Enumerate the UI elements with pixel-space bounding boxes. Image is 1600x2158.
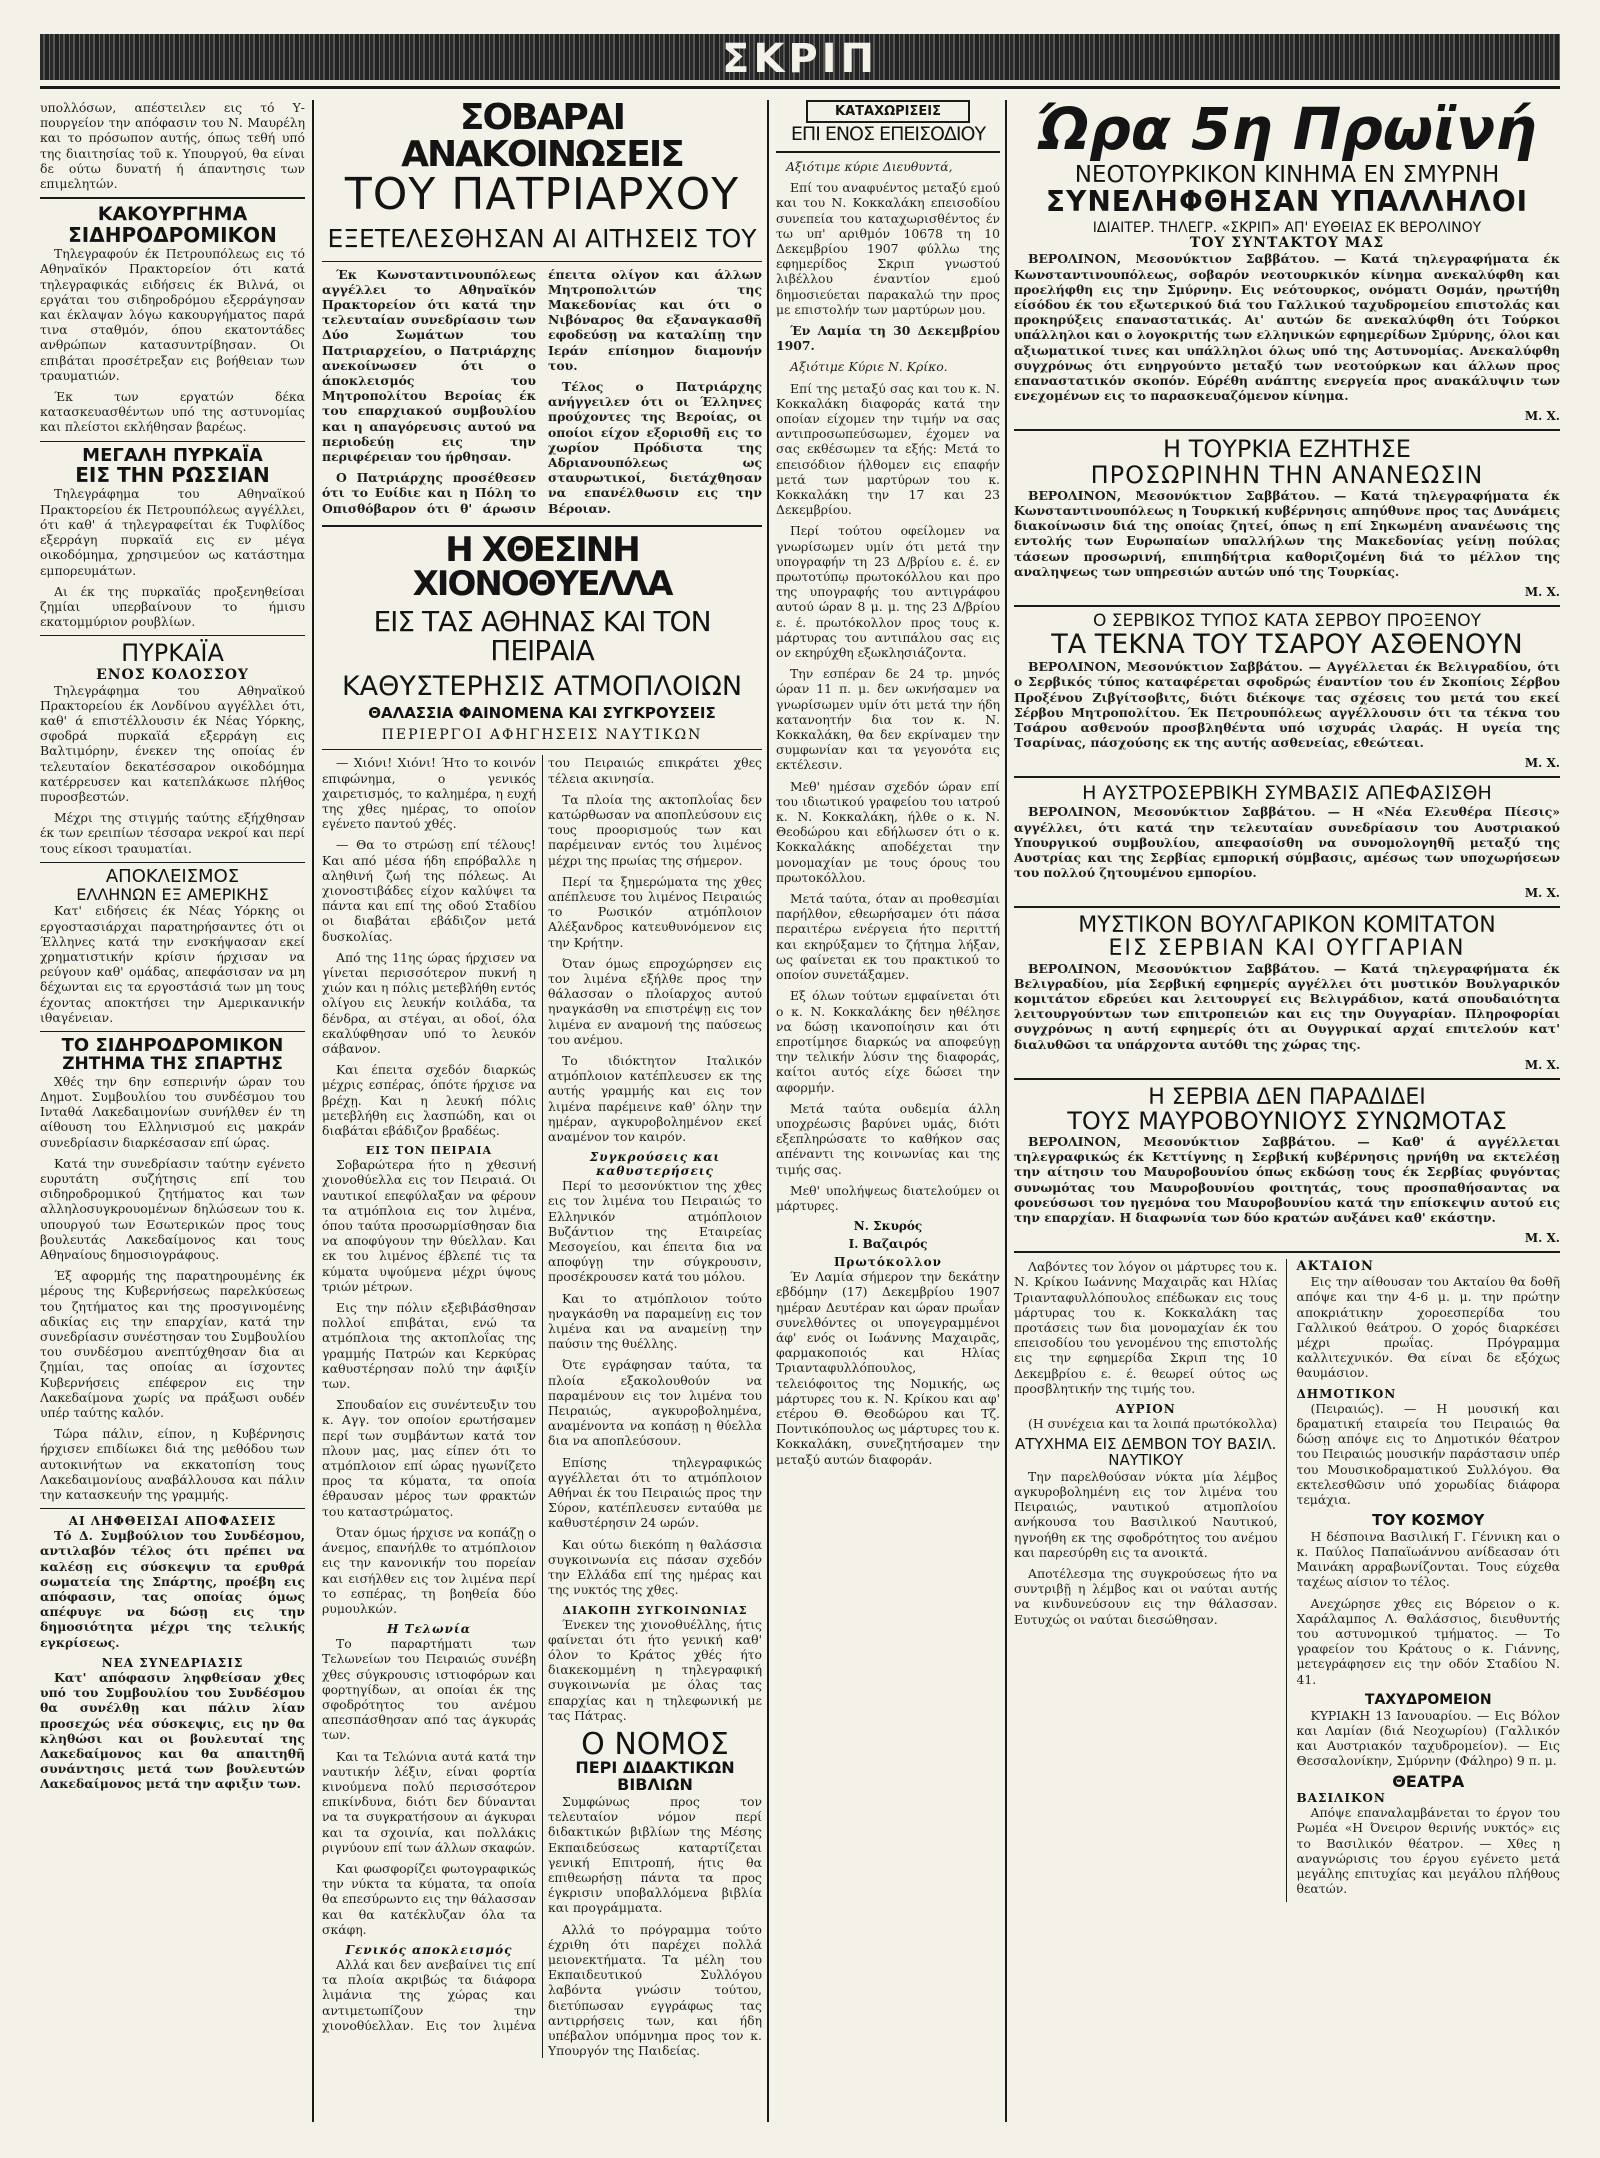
article-paragraph: Και φωσφορίζει φωτογραφικώς την νύκτα τα κύματα, τα οποία θα επεσύρωντο εις την θάλασσαν και θα κατέκλυζαν όλα τα σκάφη. <box>322 1860 536 1937</box>
article-subtitle: ΕΝΟΣ ΚΟΛΟΣΣΟΥ <box>96 666 249 683</box>
article-paragraph: Και έπειτα σχεδόν διαρκώς μέχρις εσπέρας, όπότε ήρχισε να βρέχῃ. Και η λευκή πόλις μετεβλήθη εις λασπώδη, και οι διαβάται εβάδιζον βραδέως. <box>322 1062 536 1139</box>
headline-law: Ο ΝΟΜΟΣ <box>581 1726 729 1762</box>
article-title: ΜΕΓΑΛΗ ΠΥΡΚΑΪΑ <box>82 444 263 466</box>
article-paragraph: Τηλεγραφούν έκ Πετρουπόλεως εις τό Αθηναϊκόν Πρακτορείον ότι κατά τηλεγραφικάς ειδήσεις έκ Βιλνά, οι εργάται του σιδηροδρόμου εξερράγησαν και έκλαψαν λόγω κακουργήματος παρά τινα σταθμόν, όπου εκατοντάδες ανθρώπων κατασυντρίβησαν. Οι επιβάται προσέτρεξαν εις βοήθειαν των τραυματιών. <box>40 246 305 383</box>
bottom-right-column <box>1297 1259 1561 1902</box>
headline-serbian-press: Ο ΣΕΡΒΙΚΟΣ ΤΥΠΟΣ ΚΑΤΑ ΣΕΡΒΟΥ ΠΡΟΞΕΝΟΥ <box>1092 611 1482 631</box>
headline-accident: ΑΤΥΧΗΜΑ ΕΙΣ ΔΕΜΒΟΝ ΤΟΥ ΒΑΣΙΛ. ΝΑΥΤΙΚΟΥ <box>1015 1435 1277 1470</box>
article-paragraph: Τηλεγράφημα του Αθηναϊκού Πρακτορείου έκ Λονδίνου αγγέλλει ότι, καθ' ά επιστέλλουσιν έκ Νέας Υόρκης, σφοδρά πυρκαϊά εξερράγη εις Βαλτιμόρην, ένεκεν της οποίας έν τελευταίον δεκατέσσαρον οικοδόμημα κατέρρευσεν και κατεπλάκωσε πλήθος πυροσβεστών. <box>40 682 305 804</box>
article-paragraph: Έκ των εργατών δέκα κατασκευασθέντων υπό της αστυνομίας και πλείστοι εκλήθησαν βαρέως. <box>40 388 305 435</box>
telegram-paragraph: ΒΕΡΟΛΙΝΟΝ, Μεσονύκτιον Σαββάτου. — Καθ' ά αγγέλλεται τηλεγραφικώς έκ Κεττίγνης η Σερβική κυβέρνησις ηρνήθη να εκτελέσῃ την αίτησιν του Μαυροβουνίου όπως εκδώσῃ τους έκ Σερβίας φυγόντας συνωμότας του Μαυροβουνίου φοιτητάς, τους προσπαθήσαντας να φονεύσωσι τον ηγεμόνα του Μαυροβουνίου κατά την επίσκεψιν αυτού εις την επαρχίαν. Η διαφωνία των δύο κρατών αυξάνει καθ' εκάστην. <box>1014 1134 1560 1226</box>
article-paragraph: (Η συνέχεια και τα λοιπά πρωτόκολλα) <box>1028 1416 1278 1432</box>
article-paragraph: Εις την αίθουσαν του Ακταίου θα δοθῆ απόψε και την 4-6 μ. μ. την πρώτην αποκριάτικην χοροεσπερίδα του Γαλλικού θεάτρου. Ο χορός διαρκέσει μέχρι πρωΐας. Πρόγραμμα καλλιτεχνικόν. Θα είναι δε εξόχως θαυμάσιον. <box>1296 1274 1560 1381</box>
article-paragraph: Εις την πόλιν εξεβιβάσθησαν πολλοί επιβάται, ενώ τα ατμόπλοια της ακτοπλοΐας της γραμμής Πατρών και Κερκύρας καθυστέρησαν πολύ την άφιξίν των. <box>322 1300 536 1392</box>
article-subtitle: ΣΙΔΗΡΟΔΡΟΜΙΚΟΝ <box>68 223 277 248</box>
telegram-paragraph: ΒΕΡΟΛΙΝΟΝ, Μεσονύκτιον Σαββάτου. — Κατά τηλεγραφήματα έκ Κωνσταντινουπόλεως η Τουρκική κυβέρνησις απηύθυνε προς τας Δυνάμεις διακοίνωσιν διά της οποίας ζητεί, όπως η επί Σηκωμένη ανανέωσις της εντολής των Ευρωπαίων υπαλλήλων της Μακεδονίας γείνῃ πούλας τάσεων προσωρινή, επιπηδήτρια καθοριζομένη διά το μέλλον της αναληψεως των υπηρεσιών αυτών υπό της Τουρκίας. <box>1014 487 1560 579</box>
bottom-section <box>1014 1259 1560 1902</box>
article-paragraph: ΚΥΡΙΑΚΗ 13 Ιανουαρίου. — Εις Βόλον και Λαμίαν (διά Νεοχωρίου) (Γαλλικόν και Αυστριακόν ταχυδρομείον). — Εις Θεσσαλονίκην, Σμύρνην (Φάληρο) 9 π. μ. <box>1296 1707 1560 1769</box>
article-paragraph: Ανεχώρησε χθες εις Βόρειον ο κ. Χαράλαμπος Λ. Θαλάσσιος, διευθυντής του αστυνομικού τμήματος. — Το γραφείον του Κράτους ο κ. Γιάννης, μετεγράφησεν εις την οδόν Σταδίου Ν. 41. <box>1296 1595 1560 1687</box>
article-subheading: Η Τελωνία <box>387 1622 471 1637</box>
salutation: Αξιότιμε Κύριε Ν. Κρίκο. <box>790 359 948 375</box>
article-paragraph: Τώρα πάλιν, είπον, η Κυβέρνησις ήρχισεν επιδίωκει διά της μεθόδου των αυτοκινήτων να εκκατοπίση τους Λακεδαιμονίους αναβάλλουσα και πάλιν την κατασκευήν της γραμμής. <box>40 1426 305 1503</box>
article-paragraph: Περί το μεσονύκτιον της χθες εις τον λιμένα του Πειραιώς το Ελληνικόν ατμόπλοιον Βυζάντιον της Εταιρείας Μεσογείου, και έπειτα δια να αποφύγῃ την σύγκρουσιν, προσέκρουσεν κατά του μόλου. <box>548 1178 762 1285</box>
article-paragraph: Εξ όλων τούτων εμφαίνεται ότι ο κ. Ν. Κοκκαλάκης δεν ηθέλησε να δώσῃ ικανοποίησιν και ότι επροτίμησε διαρκώς να αποφεύγῃ την τελικήν λύσιν της διαφοράς, καίτοι αυτός είχε δώσει την αφορμήν. <box>776 988 1000 1095</box>
signature: Μ. Χ. <box>1524 886 1560 901</box>
article-paragraph: Από της 11ης ώρας ήρχισεν να γίνεται περισσότερον πυκνή η χιών και η πόλις μετεβλήθη εντός ολίγου εις λευκήν κοιλάδα, τα δένδρα, αι στέγαι, αι οδοί, όλα εκαλύφθησαν υπό το λευκόν σάβανον. <box>322 949 536 1056</box>
article-title: ΠΥΡΚΑΪΑ <box>121 639 224 668</box>
subheadline-law: ΠΕΡΙ ΔΙΔΑΚΤΙΚΩΝ ΒΙΒΛΙΩΝ <box>575 1758 735 1795</box>
article-paragraph: Τέλος ο Πατριάρχης ανήγγειλεν ότι οι Έλληνες προύχοντες της Βεροίας, οι οποίοι είχον εξορισθῆ εις το χωρίον Πρόδιστα της Αδριανουπόλεως ως σταυρωτικοί, διετάχθησαν να επανέλθωσιν εις την Βέροιαν. <box>548 378 762 516</box>
article-paragraph: Επίσης τηλεγραφικώς αγγέλλεται ότι το ατμόπλοιον Αθήναι έκ του Πειραιώς προς την Σύρον, κατέπλευσεν ενταύθα με καθυστέρησιν 24 ωρών. <box>548 1454 762 1531</box>
subheadline-stories: ΠΕΡΙΕΡΓΟΙ ΑΦΗΓΗΣΕΙΣ ΝΑΥΤΙΚΩΝ <box>381 727 703 744</box>
headline-snowstorm-2: ΕΙΣ ΤΑΣ ΑΘΗΝΑΣ ΚΑΙ ΤΟΝ ΠΕΙΡΑΙΑ <box>373 605 711 667</box>
column-separator <box>312 100 314 2122</box>
article-subtitle: ΕΛΛΗΝΩΝ ΕΞ ΑΜΕΡΙΚΗΣ <box>76 884 269 904</box>
article-paragraph: Σπουδαίον εις συνέντευξιν του κ. Αγγ. τον οποίον ερωτήσαμεν περί των συμβάντων κατά τον πλουν μας, μας είπεν ότι το ατμόπλοιον επί ώρας ηγωνίζετο προς τα κύματα, τα οποία έθραυσαν μέρος των φρακτών του καταστρώματος. <box>322 1397 536 1519</box>
article-paragraph: Περί τούτου οφείλομεν να γνωρίσωμεν υμίν ότι μετά την υπογραφήν τη 23 Δ/βρίου ε. έ. εν πρωτοτύπῳ πρωτοκόλλου και προ της υπογραφής του αντιγράφου αυτού ώραν 8 μ. μ. της 23 Δ/βρίου ε. έ. πρωτόκολλον προς τους κ. μάρτυρας του αντιπάλου σας εις ον εκηρύχθη εξωκλησιάζοντα. <box>776 523 1000 661</box>
article-title: ΚΑΚΟΥΡΓΗΜΑ <box>97 203 248 226</box>
headline-austroserbian: Η ΑΥΣΤΡΟΣΕΡΒΙΚΗ ΣΥΜΒΑΣΙΣ ΑΠΕΦΑΣΙΣΘΗ <box>1082 782 1492 805</box>
article-paragraph: Και ούτω διεκόπη η θαλάσσια συγκοινωνία εις πάσαν σχεδόν την Ελλάδα επί της ημέρας και της νυκτός της χθες. <box>548 1536 762 1598</box>
article-paragraph: Κατά την συνεδρίασιν ταύτην εγένετο ευρυτάτη συζήτησις επί του σιδηροδρομικού ζητήματος και των αλληλοσυγκρουομένων δηλώσεων του κ. υπουργού των Εσωτερικών προς τους βουλευτάς Λακεδαίμονος και τους Αθηναίους δημοσιογράφους. <box>40 1155 305 1263</box>
article-subheading: Γενικός αποκλεισμός <box>345 1942 513 1957</box>
signature: Μ. Χ. <box>1524 585 1560 599</box>
article-paragraph: — Θα το στρώσῃ επί τέλους! Και από μέσα ήδη επρόβαλλε η αληθινή ζωή της πόλεως. Αι χιονοστιβάδες είχον καλύψει τα πάντα και επί της οδού Σταδίου οι διαβάται εβάδιζον μετά δυσκολίας. <box>322 837 536 944</box>
article-subheading: ΝΕΑ ΣΥΝΕΔΡΙΑΣΙΣ <box>101 1655 244 1670</box>
article-paragraph: Και το ατμόπλοιον τούτο ηναγκάσθη να παραμείνῃ εις τον λιμένα και να αναμείνῃ την παύσιν της θυέλλης. <box>548 1290 762 1352</box>
signature: Ν. Σκυρός <box>853 1219 923 1234</box>
article-paragraph: Λαβόντες τον λόγον οι μάρτυρες του κ. Ν. Κρίκου Ιωάννης Μαχαιρᾶς και Ηλίας Τριανταφυλλόπουλος επέδωκαν εις τους μάρτυρας του κ. Κοκκαλάκη τας προτάσεις των δια μονομαχίαν έκ του επεισοδίου του γενομένου της επιστολής εις την εφημερίδα Σκριπ της 10 Δεκεμβρίου ε. έ. θεωρεί ούτος ως προσβλητικήν της τιμής του. <box>1014 1259 1278 1396</box>
article-paragraph: Έξ αφορμής της παρατηρουμένης έκ μέρους της Κυβερνήσεως παρελκύσεως του ζητήματος και της προσγινομένης αδικίας εις την επαρχίαν, κατά την συνεδρίασιν συνέστησαν του Συμβουλίου του συνδέσμου ανεπτύχθησαν δια αι ζημίαι, τας οποίας αι ίσχοντες Κυβερνήσεις επέφερον εις την Λακεδαίμονα χωρίς να πράξωσι ουδέν υπέρ ταύτης καλόν. <box>40 1268 305 1421</box>
article-paragraph: Επί της μεταξύ σας και του κ. Ν. Κοκκαλάκη διαφοράς κατά την οποίαν είχομεν την τιμήν να σας αντιπροσωπεύσωμεν, έχομεν να σας εκθέσωμεν τα εξής: Μετά το επεισόδιον ήλθομεν εις επαφήν μετά των μαρτύρων του κ. Κοκκαλάκη την 17 και 23 Δεκεμβρίου. <box>776 380 1000 518</box>
article-paragraph: Την εσπέραν δε 24 τρ. μηνός ώραν 11 π. μ. δεν ωκνήσαμεν να γνωρίσωμεν υμίν ότι μετά την ήδη κατανοητήν δια τον κ. Ν. Κοκκαλάκη, θα δεν εκρίναμεν την συμφωνίαν και τα γεγονότα εις εκτέλεσιν. <box>776 666 1000 773</box>
article-paragraph: Μεθ' ημέσαν σχεδόν ώραν επί του ιδιωτικού γραφείου του ιατρού κ. Ν. Κοκκαλάκη, ήλθε ο κ. Ν. Θεοδώρου και εδήλωσεν ότι ο κ. Κοκκαλάκης αποδέχεται την μονομαχίαν με τους όρους του πρωτοκόλλου. <box>776 778 1000 885</box>
section-heading: ΤΑΧΥΔΡΟΜΕΙΟΝ <box>1364 1691 1492 1708</box>
section-heading: ΑΚΤΑΙΟΝ <box>1296 1259 1374 1275</box>
article-subheading: ΔΙΑΚΟΠΗ ΣΥΓΚΟΙΝΩΝΙΑΣ <box>562 1603 748 1617</box>
signature: Μ. Χ. <box>1524 756 1560 771</box>
signature: Μ. Χ. <box>1524 1231 1560 1246</box>
article-title: ΑΠΟΚΛΕΙΣΜΟΣ <box>105 865 240 887</box>
article-paragraph: Όταν όμως επροχώρησεν εις τον λιμένα εξήλθε προς την θάλασσαν ο πλοίαρχος αυτού ηναγκάσθη να επιστρέψῃ εις τον λιμένα εν αναμονή της παύσεως του ανέμου. <box>548 955 762 1047</box>
letter-place-date: Έν Λαμία τη 30 Δεκεμβρίου 1907. <box>776 322 1000 354</box>
headline-5am: Ώρα 5η Πρωϊνή <box>1037 100 1537 163</box>
article-paragraph: Έν Λαμία σήμερον την δεκάτην εβδόμην (17) Δεκεμβρίου 1907 ημέραν Δευτέραν και ώραν πρωΐαν συνελθόντες οι υπογεγραμμένοι άφ' ενός οι Ιωάννης Μαχαιρᾶς, φαρμακοποιός και Ηλίας Τριανταφυλλόπουλος, τελειόφοιτος της Νομικής, ως μάρτυρες του κ. Ν. Κρίκου και αφ' ετέρου Θ. Θεοδώρου και Τζ. Ποντικόπουλος ως μάρτυρες του κ. Κοκκαλάκη, συνεζητήσαμεν την μεταξύ αυτών διαφοράν. <box>776 1269 1000 1467</box>
headline-tsar-children: ΤΑ ΤΕΚΝΑ ΤΟΥ ΤΣΑΡΟΥ ΑΣΘΕΝΟΥΝ <box>1051 628 1523 660</box>
article-paragraph: Το ιδιόκτητον Ιταλικόν ατμόπλοιον κατέπλευσεν εκ της αυτής γραμμής και εις τον λιμένα παρέμεινε καθ' όλην την ημέραν, αγκυροβολημένον εκεί αναμένον τον καιρόν. <box>548 1053 762 1145</box>
masthead-rule <box>40 86 1560 89</box>
headline-patriarch: ΣΟΒΑΡΑΙ ΑΝΑΚΟΙΝΩΣΕΙΣ <box>401 100 683 175</box>
article-paragraph: Απόψε επαναλαμβάνεται το έργον του Ρωμέα «Η Όνειρον θερινής νυκτός» εις το Βασιλικόν θέατρον. — Χθες η αναγνώρισις του έργου εγένετο μετά μεγάλης επιτυχίας και μεγάλου πλήθους θεατών. <box>1296 1805 1560 1897</box>
telegram-line: ΙΔΙΑΙΤΕΡ. ΤΗΛΕΓΡ. «ΣΚΡΙΠ» ΑΠ' ΕΥΘΕΙΑΣ ΕΚ ΒΕΡΟΛΙΝΟΥ <box>1092 219 1482 236</box>
article-paragraph: Ο Πατριάρχης προσέθεσεν ότι το Ευίδιε και η Πόλη το Οπισθόβαρον ότι θ' άρωσιν έπειτα ολίγον και άλλων Μητροπολιτών της Μακεδονίας και ότι ο Νιβόναρος θα εξαναγκασθῆ εφοδεύσῃ να καταλίπῃ την Ιεράν επίσημον διαμονήν του. <box>322 266 762 516</box>
headline-patriarch-2: ΤΟΥ ΠΑΤΡΙΑΡΧΟΥ <box>344 169 740 221</box>
article-paragraph: Σοβαρώτερα ήτο η χθεσινή χιονοθύελλα εις τον Πειραιά. Οι ναυτικοί επεφύλαξαν να φέρουν τα ατμόπλοια εις τον λιμένα, όπου ταύτα προσωρμίσθησαν δια να αποφύγουν την θύελλαν. Και εκ του λιμένος έβλεπέ τις τα κύματα υψούμενα μέχρι ύψους τριών μέτρων. <box>322 1157 536 1294</box>
signature: Μ. Χ. <box>1524 409 1560 424</box>
article-paragraph: Κατ' απόφασιν ληφθείσαν χθες υπό του Συμβουλίου του Συνδέσμου θα συνέλθῃ και πάλιν λίαν προσεχώς νέα σύσκεψις, εις ην θα κληθώσι και οι βουλευταί της Λακεδαίμονος και θα απαιτηθῆ συνάντησις μετά των βουλευτών Λακεδαίμονος μετά την αφιξιν των. <box>40 1669 305 1792</box>
article-paragraph: Ότε εγράφησαν ταύτα, τα πλοία εξακολουθούν να παραμένουν εις τον λιμένα του Πειραιώς, αγκυροβολημένα, αναμένοντα να κοπάσῃ η θύελλα δια να αποπλεύσουν. <box>548 1357 762 1449</box>
article-paragraph: Μεθ' υπολήψεως διατελούμεν οι μάρτυρες. <box>776 1182 1000 1213</box>
article-paragraph: Την παρελθούσαν νύκτα μία λέμβος αγκυροβολημένη εις τον λιμένα του Πειραιώς, ναυτικού ατμοπλοίου ανήκουσα του Βασιλικού Ναυτικού, ηγνοήθη εκ της σφοδρότητος του ανέμου και παρεσύρθη εις τα ανοικτά. <box>1014 1468 1278 1560</box>
signature: Μ. Χ. <box>1524 1057 1560 1072</box>
article-paragraph: Και τα Τελώνια αυτά κατά την ναυτικήν λέξιν, είναι φορτία κινούμενα πολύ περισσότερον επικίνδυνα, διότι δεν δύνανται να τα συγκρατήσουν αι άγκυραι και τα σχοινία, και πολλάκις ριγνύουν επί των άλλων σκαφών. <box>322 1748 536 1855</box>
article-paragraph: Τό Δ. Συμβούλιον του Συνδέσμου, αντιλαβόν τέλος ότι πρέπει να καλέσῃ εις σύσκεψιν τα ερυθρά σωματεία της Σπάρτης, προέβη εις απόφασιν, τας οποίας όμως απέφυγε να δώσῃ εις την δημοσιότητα μέχρι της τελικής εγκρίσεως. <box>40 1528 305 1650</box>
telegram-paragraph: ΒΕΡΟΛΙΝΟΝ, Μεσονύκτιον Σαββάτου. — Αγγέλλεται έκ Βελιγραδίου, ότι ο Σερβικός τύπος καταφέρεται σφοδρώς έναντίον του έν Σκοπίοις Σέρβου Προξένου Ζιβγίτσοβιτς, διότι διέκοψε τας σχέσεις του μετά του εκεί Σέρβου Μητροπολίτου. Έκ Πετρουπόλεως αγγέλλουσιν ότι τα τέκνα του Τσάρου ασθενούν προσβληθέντα υπό ισχυράς ιλαράς. Η υγεία της Τσαρίνας, πάσχούσης εκ της αυτής ασθενείας, εθεώτεαι. <box>1014 659 1560 751</box>
lead-paragraph: υπολλόσων, απέστειλεν εις τό Υ-πουργείον την απόφασιν του Ν. Μαυρέλη και το πρόσωπον αυτής, όπως τεθή υπό της διαιτησίας τοῦ κ. Υπουργού, θα είναι δε ούτω δυνατή ή άπαντησις των επιμελητών. <box>40 100 305 192</box>
article-paragraph: Τα πλοία της ακτοπλοΐας δεν κατώρθωσαν να αποπλεύσουν εις τους προορισμούς των και παρέμειναν εντός του λιμένος μέχρι της πρωίας της σήμερον. <box>548 791 762 868</box>
section-heading: ΔΗΜΟΤΙΚΟΝ <box>1296 1386 1397 1401</box>
article-paragraph: Έκ Κωνσταντινουπόλεως αγγέλλει το Αθηναϊκόν Πρακτορείον ότι κατά την τελευταίαν συνεδρίασιν των Δύο Σωμάτων του Πατριαρχείου, ο Πατριάρχης ανεκοίνωσεν ότι ο άποκλεισμός του Μητροπολίτου Βεροίας έκ του επαρχιακού συμβουλίου και η απαγόρευσις αυτού να περιοδεύῃ εις την περιφέρειαν του ήρθησαν. <box>322 266 536 464</box>
headline-smyrna: ΝΕΟΤΟΥΡΚΙΚΟΝ ΚΙΝΗΜΑ ΕΝ ΣΜΥΡΝΗ <box>1074 162 1500 189</box>
headline-bulgarian-committee: ΜΥΣΤΙΚΟΝ ΒΟΥΛΓΑΡΙΚΟΝ ΚΟΜΙΤΑΤΟΝ <box>1078 913 1496 939</box>
article-subtitle: ΕΙΣ ΤΗΝ ΡΩΣΣΙΑΝ <box>75 463 270 488</box>
section-heading: ΒΑΣΙΛΙΚΟΝ <box>1296 1791 1386 1806</box>
newspaper-title: ΣΚΡΙΠ <box>722 36 878 82</box>
article-paragraph: Μέχρι της στιγμής ταύτης εξήχθησαν έκ των ερειπίων τέσσαρα νεκροί και περί τους είκοσι τραυματίαι. <box>40 810 305 856</box>
article-paragraph: Όταν όμως ήρχισε να κοπάζῃ ο άνεμος, επανήλθε το ατμόπλοιον εις την κανονικήν του πορείαν και εισήλθεν εις τον λιμένα περί το εσπέρας, τη βοηθεία δύο ρυμουλκών. <box>322 1524 536 1616</box>
headline-episode: ΕΠΙ ΕΝΟΣ ΕΠΕΙΣΟΔΙΟΥ <box>790 123 986 145</box>
article-paragraph: Αλλά και δεν ανεβαίνει τις επί τα πλοία ακριβώς τα διάφορα λιμάνια της χώρας και αντιμετωπίζουν την χιονοθύελλαν. Εις τον λιμένα του Πειραιώς επικράτει χθες τέλεια ακινησία. <box>322 755 762 2033</box>
article-paragraph: Τηλεγράφημα του Αθηναϊκού Πρακτορείου έκ Πετρουπόλεως αγγέλλει, ότι καθ' ά τηλεγραφείται έκ Τυφλίδος εξερράγη πυρκαϊά εις εν μέγα οικοδόμημα, χρησιμεύον ως κατάστημα εμπορευμάτων. <box>40 486 305 578</box>
article-paragraph: Αι έκ της πυρκαϊάς προξενηθείσαι ζημίαι υπερβαίνουν το ήμισυ εκατομμύριον ρουβλίων. <box>40 583 305 630</box>
column-3 <box>776 100 1000 2122</box>
article-title: ΤΟ ΣΙΔΗΡΟΔΡΟΜΙΚΟΝ <box>61 1035 284 1057</box>
correspondent-line: ΤΟΥ ΣΥΝΤΑΚΤΟΥ ΜΑΣ <box>1189 235 1385 252</box>
article-paragraph: Περί τα ξημερώματα της χθες απέπλευσε του λιμένος Πειραιώς το Ρωσικόν ατμόπλοιον Αλέξανδρος κατευθυνόμενον εις την Κρήτην. <box>548 873 762 950</box>
article-subheading: ΕΙΣ ΤΟΝ ΠΕΙΡΑΙΑ <box>365 1144 493 1158</box>
article-subheading: Συγκρούσεις και καθυστερήσεις <box>589 1150 721 1179</box>
article-paragraph: — Χιόνι! Χιόνι! Ήτο το κοινόν επιφώνημα, ο γενικός χαιρετισμός, το καλημέρα, η ευχή της χθες ημέρας, το οποίον εγένετο παντού χθές. <box>322 755 536 832</box>
article-paragraph: Η δέσποινα Βασιλική Γ. Γέννικη και ο κ. Παύλος Παπαϊωάννου ανίδεασαν ότι Μαινάκη αρραβωνίζονται. Τους εύχεθα ταχέως αίσιον το τέλος. <box>1296 1528 1560 1590</box>
headline-arrested: ΣΥΝΕΛΗΦΘΗΣΑΝ ΥΠΑΛΛΗΛΟΙ <box>1045 185 1529 219</box>
bottom-left-column <box>1014 1259 1287 1902</box>
subheadline-sea: ΘΑΛΑΣΣΙΑ ΦΑΙΝΟΜΕΝΑ ΚΑΙ ΣΥΓΚΡΟΥΣΕΙΣ <box>368 703 716 722</box>
article-paragraph: Συμφώνως προς τον τελευταίον νόμον περί διδακτικών βιβλίων της Μέσης Εκπαιδεύσεως καταρτίζεται γενική Επιτροπή, ήτις θα επιθεωρήσῃ πάντα τα προς έγκρισιν υποβαλλόμενα βιβλία και προγράμματα. <box>548 1794 762 1916</box>
column-4 <box>1014 100 1560 2122</box>
column-2 <box>322 100 762 2122</box>
section-heading: ΤΟΥ ΚΟΣΜΟΥ <box>1372 1511 1485 1530</box>
telegram-paragraph: ΒΕΡΟΛΙΝΟΝ, Μεσονύκτιον Σαββάτου. — Κατά τηλεγραφήματα έκ Βελιγραδίου, μία Σερβική εφημερίς αγγέλλει ότι μυστικόν Βουλγαρικόν κομιτάτον εδρεύει και λειτουργεί εις Βελιγράδιον, κατά σπουδαιότητα λειτουργούντων των επιτροπειών και εις την Ουγγαρίαν. Πληροφορίαι συγχρόνως η αυτή εφημερίς ότι αι Ουγγρικαί αρχαί επιτελούν κατ' διαλυθῶσι τα υπάρχοντα αυτόθι της χώρας της. <box>1014 960 1560 1052</box>
article-paragraph: Επί του αναφυέντος μεταξύ εμού και του Ν. Κοκκαλάκη επεισοδίου συνεπεία του καταχωρισθέντος έν τω υπ' αριθμόν 10678 τη 10 Δεκεμβρίου 1907 φύλλω της εφημερίδος Σκριπ γνωστού λιβέλλου έναντίον εμού δημοσιεύεται παρακαλώ την προς με επιστολήν των μαρτύρων μου. <box>776 180 1000 317</box>
article-subheading: ΑΥΡΙΟΝ <box>1115 1402 1176 1417</box>
article-paragraph: Κατ' ειδήσεις έκ Νέας Υόρκης οι εργοστασιάρχαι παρατηρήσαντες ότι οι Έλληνες κατά την ενσκήψασαν εκεί χρηματιστικήν κρίσιν ήρχισαν να ρεύγουν καθ' ομάδας, απεφάσισαν να μη δέχωνται εις τα εργοστάσιά των μη τους έχοντας αποκτήσει την Αμερικανικήν ιθαγένειαν. <box>40 903 305 1025</box>
article-paragraph: Μετά ταύτα, όταν αι προθεσμίαι παρήλθον, εθεωρήσαμεν ότι πάσα περαιτέρω ενέργεια ήτο περιττή και εκηρύξαμεν το ζήτημα λήξαν, ως φαίνεται εκ του πρακτικού το οποίον συνετάξαμεν. <box>776 891 1000 983</box>
column-separator <box>1005 100 1007 2122</box>
salutation: Αξιότιμε κύριε Διευθυντά, <box>786 158 953 174</box>
column-separator <box>767 100 769 2122</box>
article-paragraph: Χθές την 6ην εσπερινήν ώραν του Δημοτ. Συμβουλίου του συνδέσμου του Ινταθά Λακεδαιμονίων συνήλθεν έν τη αίθουση του Ελληνισμού εις μακράν συνεδρίασιν διαρκέσασαν επί ώρας. <box>40 1073 305 1150</box>
article-paragraph: Ένεκεν της χιονοθυέλλης, ήτις φαίνεται ότι ήτο γενική καθ' όλον το Κράτος χθές ήτο διακεκομμένη η τηλεγραφική συγκοινωνία με όλας τας επαρχίας και η τηλεφωνική με τας Πάτρας. <box>548 1616 762 1723</box>
section-tag: ΚΑΤΑΧΩΡΙΣΕΙΣ <box>806 100 970 123</box>
signature: Ι. Βαζαιρός <box>848 1237 928 1252</box>
subheadline-patriarch: ΕΞΕΤΕΛΕΣΘΗΣΑΝ ΑΙ ΑΙΤΗΣΕΙΣ ΤΟΥ <box>327 224 757 254</box>
headline-bulgarian-committee-2: ΕΙΣ ΣΕΡΒΙΑΝ ΚΑΙ ΟΥΓΓΑΡΙΑΝ <box>1108 936 1466 962</box>
telegram-paragraph: ΒΕΡΟΛΙΝΟΝ, Μεσονύκτιον Σαββάτου. — Η «Νέα Ελευθέρα Πίεσις» αγγέλλει, ότι κατά την τελευταίαν συνεδρίασιν του Αυστριακού Υπουργικού συμβουλίου, απεφασίσθη να συνομολογηθῆ μεταξύ της Αυστρίας και της Σερβίας εμπορική σύμβασις, αμέσως των υποχωρήσεων του πολλού ζητουμένου εμπορίου. <box>1014 804 1560 881</box>
section-heading: ΘΕΑΤΡΑ <box>1392 1772 1465 1792</box>
article-paragraph: Το παραρτήματι των Τελωνείων του Πειραιώς συνέβη χθες σύγκρουσις ιστιοφόρων και φορτηγίδων, αι οποίαι έκ της σφοδρότητος του ανέμου απεσπάσθησαν από τας άγκυράς των. <box>322 1636 536 1743</box>
article-subtitle: ΖΗΤΗΜΑ ΤΗΣ ΣΠΑΡΤΗΣ <box>62 1053 283 1074</box>
masthead-banner <box>40 34 1560 80</box>
article-subheading: ΑΙ ΛΗΦΘΕΙΣΑΙ ΑΠΟΦΑΣΕΙΣ <box>68 1514 277 1529</box>
telegram-paragraph: ΒΕΡΟΛΙΝΟΝ, Μεσονύκτιον Σαββάτου. — Κατά τηλεγραφήματα έκ Κωνσταντινουπόλεως, σοβαρόν νεοτουρκικόν κίνημα ανεκαλύφθη και προελήφθη εις την Σμύρνην. Εις νεότουρκος, ονόματι Οσμάν, ηρωτήθη είσόδου έκ του εξωτερικού διά του Γαλλικού ταχυδρομείου επιστολάς και προκηρύξεις επαναστατικάς. Αι' αυτών δε ανεκαλύφθη ότι Τούρκοι υπάλληλοι και ο λογοκριτής των ελληνικών εφημερίδων Σμύρνης, όλοι και αξιωματικοί τινες και υπάλληλοι όλως υπό της Αστυνομίας. Ανεκαλύφθη συγχρόνως ότι ενηργούντο μεταξύ των νεοτούρκων και άλλων προς επαναστατικόν σκοπόν. Εύρέθη ανάπτης ενεργεία προς ανακάλυψιν των ενεχομένων εις το παρασκευαζόμενον κίνημα. <box>1014 251 1560 404</box>
article-snowstorm <box>322 755 762 2058</box>
article-paragraph: (Πειραιώς). — Η μουσική και δραματική εταιρεία του Πειραιώς θα δώσῃ απόψε εις το Δημοτικόν θέατρον του Πειραιώς μουσικήν παράστασιν υπέρ του Μουσικοδραματικού Συλλόγου. Θα εκτελεσθῶσιν υπό χορωδίας διάφορα τεμάχια. <box>1296 1400 1560 1507</box>
headline-turkey-2: ΠΡΟΣΩΡΙΝΗΝ ΤΗΝ ΑΝΑΝΕΩΣΙΝ <box>1090 460 1484 489</box>
headline-turkey: Η ΤΟΥΡΚΙΑ ΕΖΗΤΗΣΕ <box>1163 435 1411 464</box>
article-paragraph: Αποτέλεσμα της συγκρούσεως ήτο να συντριβῇ η λέμβος και οι ναύται αυτής να κινδυνεύσουν εις την θάλασσαν. Ευτυχώς οι ναύται διεσώθησαν. <box>1014 1566 1278 1627</box>
article-paragraph: Αλλά το πρόγραμμα τούτο έχριθη ότι παρέχει πολλά μειονεκτήματα. Τα μέλη του Εκπαιδευτικού Συλλόγου λαβόντα γνώσιν τούτου, διετύπωσαν εγγράφως τας αντιρρήσεις των, και ήδη υπέβαλον υπόμνημα προς τον κ. Υπουργόν της Παιδείας. <box>548 1921 762 2059</box>
article-paragraph: Μετά ταύτα ουδεμία άλλη υποχρέωσις βαρύνει υμάς, διότι εξεπληρώσατε το καθήκον σας απέναντι της κοινωνίας και της τιμής σας. <box>776 1100 1000 1177</box>
headline-serbia: Η ΣΕΡΒΙΑ ΔΕΝ ΠΑΡΑΔΙΔΕΙ <box>1148 1084 1426 1110</box>
article-subheading: Πρωτόκολλον <box>834 1255 942 1270</box>
article-patriarch <box>322 267 762 519</box>
headline-snowstorm: Η ΧΘΕΣΙΝΗ ΧΙΟΝΟΘΥΕΛΛΑ <box>412 529 672 605</box>
column-1 <box>40 100 305 2122</box>
subheadline-ships: ΚΑΘΥΣΤΕΡΗΣΙΣ ΑΤΜΟΠΛΟΙΩΝ <box>341 671 743 703</box>
headline-serbia-2: ΤΟΥΣ ΜΑΥΡΟΒΟΥΝΙΟΥΣ ΣΥΝΩΜΟΤΑΣ <box>1067 1106 1507 1135</box>
